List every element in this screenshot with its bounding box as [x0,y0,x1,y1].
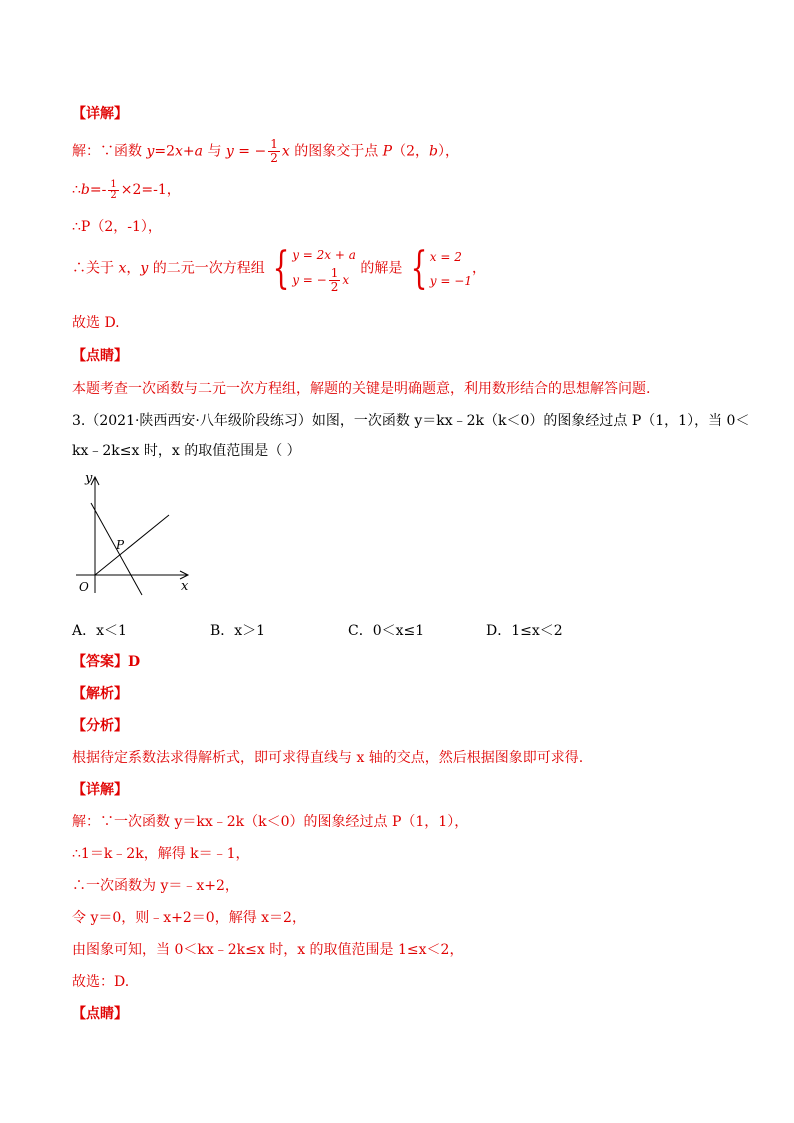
text: = − [233,143,267,160]
solution-line-4 [72,243,486,294]
text: 解：∵函数 [72,143,147,160]
text: ∴ [72,182,81,198]
detail-line-4: 令 y＝0，则﹣x+2＝0，解得 x＝2， [72,910,306,926]
fraction [108,180,118,201]
options-row [72,622,722,640]
denominator: 2 [270,151,278,165]
detail-heading-2: 【详解】 [72,782,128,798]
detail-heading: 【详解】 [72,106,128,122]
var-y: y [140,260,149,277]
fraction [268,138,280,165]
text: =2 [154,143,176,160]
question-3-line-1: 3.（2021·陕西西安·八年级阶段练习）如图，一次函数 y＝kx﹣2k（k＜0）的图象经过点 P（1，1），当 0＜ [72,413,750,429]
var-p: P [382,143,393,160]
var-b: b [429,143,438,160]
text: （2， [392,143,430,160]
text: 的解是 [360,260,403,277]
point-heading-2: 【点睛】 [72,1006,128,1022]
denominator: 2 [330,280,339,294]
solution-y: y = −1 [429,273,472,288]
left-brace: { [410,242,428,294]
text: ）， [437,143,459,160]
equation-system [292,243,356,294]
y-axis-label: y [85,471,93,486]
option-b[interactable]: B．x＞1 [210,623,266,639]
detail-line-3: ∴一次函数为 y＝﹣x+2， [72,878,239,894]
answer-line: 【答案】D [72,654,141,670]
solution-line-1 [72,138,459,165]
line-y-equals-x [95,515,169,575]
fenxi-heading: 【分析】 [72,718,128,734]
var-x: x [281,143,290,160]
left-brace: { [272,242,290,294]
text: + [182,143,195,160]
solution-x: x = 2 [429,249,462,264]
text: ， [471,260,486,277]
detail-line-5: 由图象可知，当 0＜kx﹣2k≤x 时，x 的取值范围是 1≤x＜2， [72,942,464,958]
var-x: x [175,143,183,160]
var-y: y [146,143,155,160]
fraction [329,267,341,294]
question-3-line-2: kx﹣2k≤x 时，x 的取值范围是（ ） [72,443,301,459]
detail-line-2: ∴1＝k﹣2k，解得 k＝﹣1， [72,846,250,862]
var-y: y [225,143,234,160]
option-d[interactable]: D．1≤x＜2 [486,623,563,639]
detail-line-1: 解：∵一次函数 y＝kx﹣2k（k＜0）的图象经过点 P（1，1）， [72,814,469,830]
var-x: x [118,260,127,277]
var-a: a [194,143,204,160]
text: y = − [292,273,327,287]
denominator: 2 [110,189,117,201]
var-b: b [80,182,90,198]
point-heading: 【点睛】 [72,348,128,364]
origin-label: O [79,580,89,594]
choice-line: 故选 D. [72,315,120,331]
text: ×2=-1， [120,182,181,198]
graph-figure [74,465,194,600]
numerator: 1 [270,137,278,151]
x-axis-label: x [181,579,189,594]
solution-line-3: ∴P（2，-1）， [72,219,162,235]
text: 与 [203,143,226,160]
numerator: 1 [330,266,339,280]
point-p-label: P [116,538,125,552]
equation-1: y = 2x + a [292,248,356,262]
point-text: 本题考查一次函数与二元一次方程组，解题的关键是明确题意，利用数形结合的思想解答问题. [72,381,651,397]
text: ， [126,260,141,277]
text: x [342,273,350,287]
option-a[interactable]: A．x＜1 [72,623,127,639]
equation-2 [292,267,356,294]
numerator: 1 [110,178,117,190]
text: ∴关于 [72,260,119,277]
fenxi-text: 根据待定系数法求得解析式，即可求得直线与 x 轴的交点，然后根据图象即可求得. [72,750,584,766]
solution-system [430,245,472,293]
detail-line-6: 故选：D. [72,974,130,990]
solution-line-2 [72,178,181,202]
text: 的二元一次方程组 [148,260,265,277]
text: =- [89,182,107,198]
analysis-heading: 【解析】 [72,686,128,702]
text: 的图象交于点 [289,143,383,160]
option-c[interactable]: C．0＜x≤1 [348,623,425,639]
